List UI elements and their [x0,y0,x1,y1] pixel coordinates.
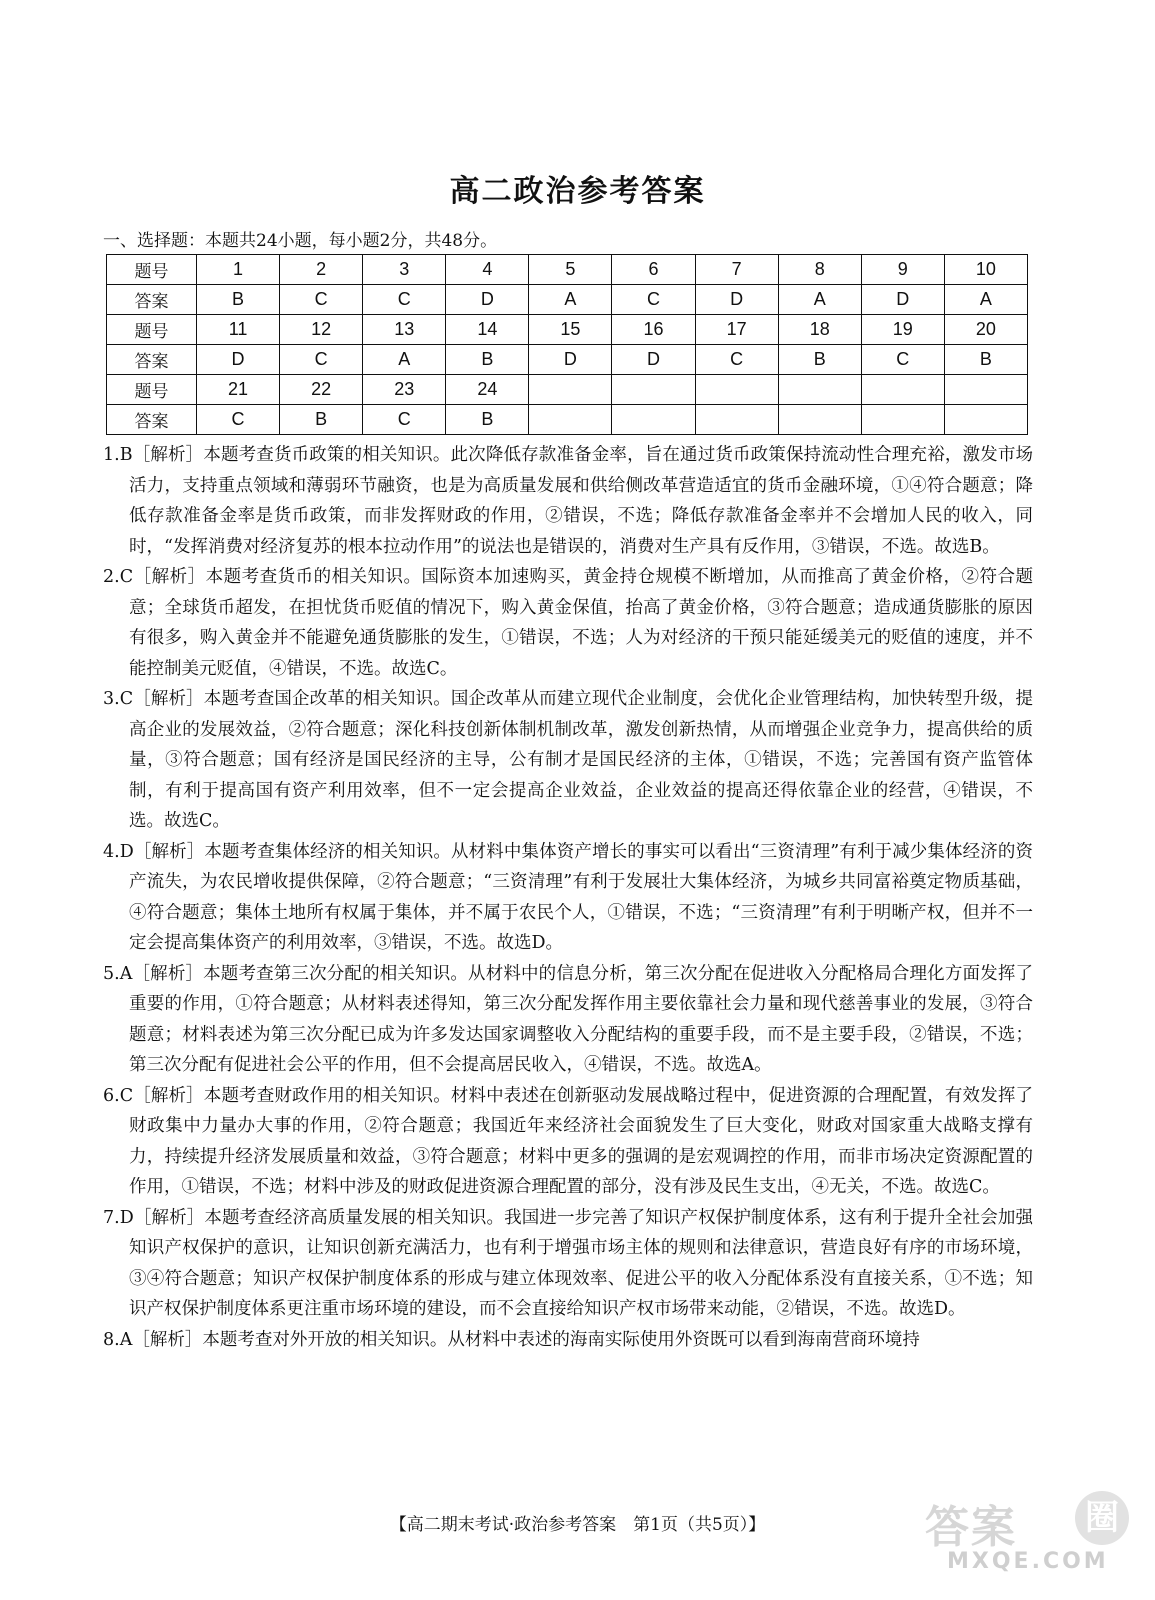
explanation-item-6: 6.C［解析］本题考查财政作用的相关知识。材料中表述在创新驱动发展战略过程中，促进资源的合理配置，有效发挥了财政集中力量办大事的作用，②符合题意；我国近年来经济社会面貌发生了巨大变化，财政对国家重大战略支撑有力，持续提升经济发展质量和效益，③符合题意；材料中更多的强调的是宏观调控的作用，而非市场决定资源配置的作用，①错误，不选；材料中涉及的财政促进资源合理配置的部分，没有涉及民生支出，④无关，不选。故选C。 [103,1085,1033,1197]
answer-row [107,405,1028,435]
page-footer: 【高二期末考试·政治参考答案 第1页（共5页）】 [389,1515,766,1535]
answer-cell: B [280,405,363,435]
question-number: 21 [197,375,280,405]
answer-cell: B [446,345,529,375]
explanation-item-8: 8.A［解析］本题考查对外开放的相关知识。从材料中表述的海南实际使用外资既可以看到海南营商环境持 [103,1329,920,1350]
question-number: 19 [861,315,944,345]
explanation-item-2: 2.C［解析］本题考查货币的相关知识。国际资本加速购买，黄金持仓规模不断增加，从而推高了黄金价格，②符合题意；全球货币超发，在担忧货币贬值的情况下，购入黄金保值，抬高了黄金价格，③符合题意；造成通货膨胀的原因有很多，购入黄金并不能避免通货膨胀的发生，①错误，不选；人为对经济的干预只能延缓美元的贬值的速度，并不能控制美元贬值，④错误，不选。故选C。 [103,567,1033,679]
answer-cell: D [446,285,529,315]
question-number-row [107,375,1028,405]
answer-cell [612,405,695,435]
answer-cell: C [197,405,280,435]
answer-cell: B [778,345,861,375]
answer-label: 答案 [107,285,197,315]
question-number-row [107,255,1028,285]
watermark-circle-icon: 圈 [1075,1491,1129,1545]
question-number-row [107,315,1028,345]
question-number: 4 [446,255,529,285]
watermark-url: MXQE.COM [947,1549,1109,1574]
answer-cell: C [363,405,446,435]
watermark-text: 答案 [925,1502,1017,1553]
section-heading: 一、选择题：本题共24小题，每小题2分，共48分。 [103,231,498,251]
question-label: 题号 [107,375,197,405]
answer-cell: A [778,285,861,315]
explanation-item-3: 3.C［解析］本题考查国企改革的相关知识。国企改革从而建立现代企业制度，会优化企业管理结构，加快转型升级，提高企业的发展效益，②符合题意；深化科技创新体制机制改革，激发创新热情，从而增强企业竞争力，提高供给的质量，③符合题意；国有经济是国民经济的主导，公有制才是国民经济的主体，①错误，不选；完善国有资产监管体制，有利于提高国有资产利用效率，但不一定会提高企业效益，企业效益的提高还得依靠企业的经营，④错误，不选。故选C。 [103,689,1033,831]
question-number: 5 [529,255,612,285]
question-number: 13 [363,315,446,345]
page-title: 高二政治参考答案 [449,174,706,209]
answer-row [107,285,1028,315]
question-number: 1 [197,255,280,285]
explanation-list [103,440,1033,1355]
answer-cell [695,405,778,435]
answer-cell: B [197,285,280,315]
answer-cell: D [197,345,280,375]
question-number: 7 [695,255,778,285]
question-number: 3 [363,255,446,285]
question-number [861,375,944,405]
question-number: 18 [778,315,861,345]
question-label: 题号 [107,315,197,345]
question-number [695,375,778,405]
answer-table [106,254,1028,435]
question-number: 12 [280,315,363,345]
question-number [778,375,861,405]
answer-cell: A [363,345,446,375]
question-number: 16 [612,315,695,345]
question-number: 2 [280,255,363,285]
question-number [529,375,612,405]
answer-cell [861,405,944,435]
question-number: 24 [446,375,529,405]
explanation-item-7: 7.D［解析］本题考查经济高质量发展的相关知识。我国进一步完善了知识产权保护制度体系，这有利于提升全社会加强知识产权保护的意识，让知识创新充满活力，也有利于增强市场主体的规则和法律意识，营造良好有序的市场环境，③④符合题意；知识产权保护制度体系的形成与建立体现效率、促进公平的收入分配体系没有直接关系，①不选；知识产权保护制度体系更注重市场环境的建设，而不会直接给知识产权市场带来动能，②错误，不选。故选D。 [103,1207,1033,1319]
question-number: 9 [861,255,944,285]
answer-cell [529,405,612,435]
answer-row [107,345,1028,375]
question-number: 17 [695,315,778,345]
question-number: 23 [363,375,446,405]
watermark-logo [925,1485,1140,1585]
question-number: 6 [612,255,695,285]
answer-cell: B [446,405,529,435]
answer-cell: C [612,285,695,315]
answer-cell: A [529,285,612,315]
question-number: 11 [197,315,280,345]
question-label: 题号 [107,255,197,285]
answer-cell [778,405,861,435]
answer-cell: C [280,285,363,315]
question-number: 22 [280,375,363,405]
question-number: 10 [944,255,1027,285]
question-number: 15 [529,315,612,345]
answer-cell: C [363,285,446,315]
answer-cell: B [944,345,1027,375]
answer-cell: A [944,285,1027,315]
answer-cell: D [612,345,695,375]
question-number [944,375,1027,405]
explanation-item-5: 5.A［解析］本题考查第三次分配的相关知识。从材料中的信息分析，第三次分配在促进收入分配格局合理化方面发挥了重要的作用，①符合题意；从材料表述得知，第三次分配发挥作用主要依靠社会力量和现代慈善事业的发展，③符合题意；材料表述为第三次分配已成为许多发达国家调整收入分配结构的重要手段，而不是主要手段，②错误，不选；第三次分配有促进社会公平的作用，但不会提高居民收入，④错误，不选。故选A。 [103,963,1033,1075]
answer-cell: C [861,345,944,375]
answer-label: 答案 [107,345,197,375]
answer-cell: C [695,345,778,375]
question-number [612,375,695,405]
answer-cell [944,405,1027,435]
answer-label: 答案 [107,405,197,435]
question-number: 20 [944,315,1027,345]
explanation-item-1: 1.B［解析］本题考查货币政策的相关知识。此次降低存款准备金率，旨在通过货币政策保持流动性合理充裕，激发市场活力，支持重点领域和薄弱环节融资，也是为高质量发展和供给侧改革营造适宜的货币金融环境，①④符合题意；降低存款准备金率是货币政策，而非发挥财政的作用，②错误，不选；降低存款准备金率并不会增加人民的收入，同时，“发挥消费对经济复苏的根本拉动作用”的说法也是错误的，消费对生产具有反作用，③错误，不选。故选B。 [103,445,1033,557]
answer-cell: D [861,285,944,315]
question-number: 14 [446,315,529,345]
explanation-item-4: 4.D［解析］本题考查集体经济的相关知识。从材料中集体资产增长的事实可以看出“三资清理”有利于减少集体经济的资产流失，为农民增收提供保障，②符合题意；“三资清理”有利于发展壮大集体经济，为城乡共同富裕奠定物质基础，④符合题意；集体土地所有权属于集体，并不属于农民个人，①错误，不选；“三资清理”有利于明晰产权，但并不一定会提高集体资产的利用效率，③错误，不选。故选D。 [103,841,1033,953]
answer-cell: C [280,345,363,375]
answer-cell: D [695,285,778,315]
answer-cell: D [529,345,612,375]
question-number: 8 [778,255,861,285]
